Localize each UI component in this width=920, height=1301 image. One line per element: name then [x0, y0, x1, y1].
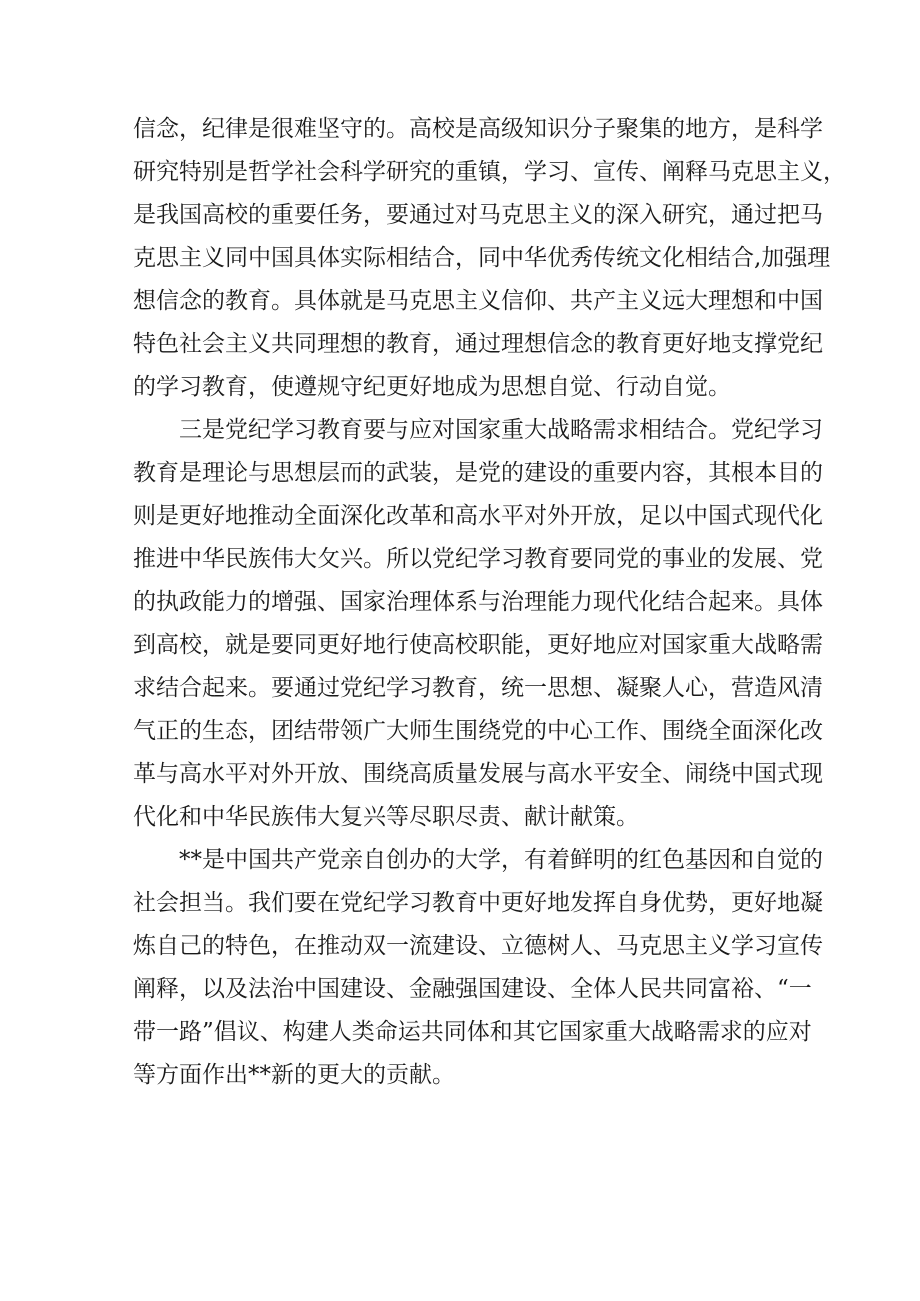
text-line: 求结合起来。要通过党纪学习教育，统一思想、凝聚人心，营造风清 [133, 675, 823, 701]
text-line: 的执政能力的增强、国家治理体系与治理能力现代化结合起来。具体 [133, 589, 823, 615]
text-line: 信念，纪律是很难坚守的。高校是高级知识分子聚集的地方，是科学 [133, 116, 823, 142]
text-line: 阐释，以及法治中国建设、金融强国建设、全体人民共同富裕、“一 [133, 976, 812, 1002]
text-line: 研究特别是哲学社会科学研究的重镇，学习、宣传、阐释马克思主义， [133, 159, 846, 185]
text-line: 则是更好地推动全面深化改革和高水平对外开放，足以中国式现代化 [133, 503, 823, 529]
document-body [133, 108, 846, 1097]
text-line: 是我国高校的重要任务，要通过对马克思主义的深入研究，通过把马 [133, 202, 823, 228]
text-line: 三是党纪学习教育要与应对国家重大战略需求相结合。党纪学习 [179, 417, 823, 443]
text-line: 推进中华民族伟大攵兴。所以党纪学习教育要同党的事业的发展、党 [133, 546, 823, 572]
text-line: 想信念的教育。具体就是马克思主义信仰、共产主义远大理想和中国 [133, 288, 823, 314]
text-line: **是中国共产党亲自创办的大学，有着鲜明的红色基因和自觉的 [179, 847, 823, 873]
text-line: 代化和中华民族伟大复兴等尽职尽责、献计献策。 [133, 804, 639, 830]
text-line: 气正的生态，团结带领广大师生围绕党的中心工作、围绕全面深化改 [133, 718, 823, 744]
text-line: 的学习教育，使遵规守纪更好地成为思想自觉、行动自觉。 [133, 374, 731, 400]
text-line: 教育是理论与思想层而的武装，是党的建设的重要内容，其根本目的 [133, 460, 823, 486]
paragraph-3 [133, 839, 823, 1097]
paragraph-2 [133, 409, 823, 839]
text-line: 等方面作出**新的更大的贡献。 [133, 1062, 455, 1088]
text-line: 到高校，就是要同更好地行使高校职能，更好地应对国家重大战略需 [133, 632, 823, 658]
text-line: 炼自己的特色，在推动双一流建设、立德树人、马克思主义学习宣传 [133, 933, 823, 959]
text-line: 社会担当。我们要在党纪学习教育中更好地发挥自身优势，更好地凝 [133, 890, 823, 916]
text-line: 克思主义同中国具体实际相结合，同中华优秀传统文化相结合,加强理 [133, 245, 831, 271]
text-line: 革与高水平对外开放、围绕高质量发展与高水平安全、闹绕中国式现 [133, 761, 823, 787]
text-line: 特色社会主义共同理想的教育，通过理想信念的教育更好地支撑党纪 [133, 331, 823, 357]
text-line: 带一路”倡议、构建人类命运共同体和其它国家重大战略需求的应对 [133, 1019, 812, 1045]
paragraph-1 [133, 108, 846, 409]
